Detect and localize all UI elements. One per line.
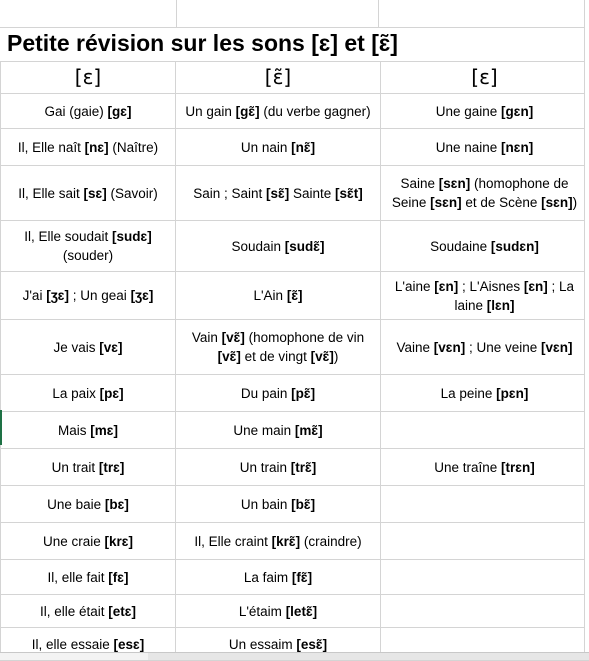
phonetic-transcription: [gɛn]: [501, 103, 534, 119]
cell-text: L'Ain: [253, 288, 287, 303]
phonetic-transcription: [sɛn]: [438, 176, 471, 191]
table-cell[interactable]: [381, 320, 589, 375]
phonetic-transcription: [sɛ]: [83, 185, 107, 201]
sounds-table: [0, 61, 589, 661]
header-cell-epsilon-n[interactable]: [ɛ]: [381, 62, 589, 94]
cell-text: Soudaine: [430, 238, 491, 254]
cell-text: Il, Elle craint: [194, 533, 272, 549]
phonetic-transcription: [fɛ̃]: [291, 569, 313, 585]
phonetic-transcription: [ɛ̃]: [286, 288, 303, 303]
table-cell[interactable]: [176, 375, 381, 412]
phonetic-transcription: [bɛ̃]: [291, 496, 316, 512]
cell-text: ; Une veine: [465, 339, 542, 355]
phonetic-transcription: [sɛ̃t]: [335, 185, 363, 201]
cell-text: ; L'Aisnes: [458, 278, 524, 294]
phonetic-transcription: [trɛ]: [98, 459, 125, 475]
phonetic-transcription: [ʒɛ]: [46, 288, 70, 303]
cell-text: Mais: [58, 422, 91, 438]
cell-text: ): [572, 195, 578, 210]
table-row: [1, 486, 589, 523]
cell-text: Gai (gaie): [44, 103, 108, 119]
table-cell[interactable]: [381, 166, 589, 221]
phonetic-transcription: [esɛ]: [113, 636, 145, 652]
cell-text: (craindre): [300, 533, 362, 549]
cell-text: Saine: [400, 176, 439, 191]
cell-text: Sainte: [289, 185, 336, 201]
table-cell[interactable]: [1, 375, 176, 412]
phonetic-transcription: [nɛn]: [501, 139, 534, 155]
phonetic-transcription: [nɛ]: [84, 139, 109, 155]
cell-text: Un trait: [51, 459, 99, 475]
phonetic-transcription: [sɛn]: [430, 195, 462, 210]
phonetic-transcription: [fɛ]: [108, 569, 129, 585]
table-row: [1, 129, 589, 166]
cell-text: L'aine: [394, 278, 435, 294]
phonetic-transcription: [bɛ]: [104, 496, 129, 512]
table-cell[interactable]: [176, 486, 381, 523]
table-row: [1, 320, 589, 375]
cell-text: L'étaim: [238, 603, 286, 619]
header-cell-epsilon[interactable]: [ɛ]: [1, 62, 176, 94]
cell-text: Une baie: [47, 496, 105, 512]
phonetic-transcription: [pɛn]: [496, 385, 529, 401]
table-row: [1, 449, 589, 486]
phonetic-transcription: [lɛn]: [486, 297, 515, 313]
cell-text: (souder): [62, 248, 114, 263]
cell-text: Il, Elle naît: [17, 139, 85, 155]
cell-text: Une craie: [43, 533, 105, 549]
phonetic-transcription: [sudɛn]: [490, 238, 539, 254]
cell-text: Vaine: [396, 339, 434, 355]
table-row: [1, 166, 589, 221]
table-cell[interactable]: [1, 412, 176, 449]
phonetic-transcription: [trɛ̃]: [290, 459, 317, 475]
table-cell[interactable]: [176, 523, 381, 560]
phonetic-transcription: [vɛn]: [433, 339, 466, 355]
cell-text: Il, elle fait: [47, 569, 109, 585]
phonetic-transcription: [trɛn]: [501, 459, 535, 475]
cell-text: Un nain: [240, 139, 292, 155]
phonetic-transcription: [mɛ]: [90, 422, 118, 438]
table-cell[interactable]: [176, 595, 381, 628]
page-title: Petite révision sur les sons [ɛ] et [ɛ̃]: [7, 30, 398, 56]
table-cell[interactable]: [1, 449, 176, 486]
phonetic-transcription: [gɛ̃]: [235, 103, 260, 119]
cell-text: (homophone de Seine: [391, 176, 569, 210]
table-row: [1, 560, 589, 595]
table-cell[interactable]: [1, 166, 176, 221]
cell-text: Soudain: [231, 238, 285, 254]
phonetic-transcription: [esɛ̃]: [296, 636, 328, 652]
cell-text: (du verbe gagner): [259, 103, 371, 119]
cell-text: Je vais: [53, 339, 100, 355]
table-row: [1, 412, 589, 449]
cell-text: (homophone de vin: [244, 330, 365, 345]
table-cell[interactable]: [176, 560, 381, 595]
cell-text: Une traîne: [434, 459, 502, 475]
phonetic-transcription: [letɛ̃]: [285, 603, 318, 619]
phonetic-transcription: [mɛ̃]: [294, 422, 323, 438]
cell-text: Il, elle essaie: [31, 636, 114, 652]
table-cell[interactable]: [381, 449, 589, 486]
cell-text: J'ai: [22, 288, 47, 303]
cell-text: et de Scène: [461, 195, 542, 210]
phonetic-transcription: [ɛn]: [523, 278, 548, 294]
table-cell[interactable]: [1, 221, 176, 272]
cell-text: La faim: [243, 569, 292, 585]
cell-text: Il, Elle sait: [18, 185, 84, 201]
table-cell[interactable]: [381, 221, 589, 272]
row-selection-indicator: [0, 410, 2, 445]
phonetic-transcription: [sudɛ̃]: [284, 238, 325, 254]
cell-text: ; La laine: [454, 278, 575, 313]
cell-text: (Savoir): [106, 185, 158, 201]
cell-text: Une naine: [435, 139, 502, 155]
header-row: [1, 62, 589, 94]
table-row: [1, 523, 589, 560]
table-cell[interactable]: [381, 129, 589, 166]
table-cell[interactable]: [176, 412, 381, 449]
table-cell[interactable]: [176, 94, 381, 129]
phonetic-transcription: [krɛ̃]: [271, 533, 301, 549]
phonetic-transcription: [ʒɛ]: [130, 288, 154, 303]
table-cell[interactable]: [381, 412, 589, 449]
table-cell[interactable]: [381, 486, 589, 523]
table-cell[interactable]: [176, 449, 381, 486]
phonetic-transcription: [vɛn]: [541, 339, 573, 355]
cell-text: Un train: [239, 459, 291, 475]
table-cell[interactable]: [381, 375, 589, 412]
table-cell[interactable]: [381, 560, 589, 595]
table-cell[interactable]: [1, 595, 176, 628]
cell-text: Une gaine: [435, 103, 502, 119]
phonetic-transcription: [etɛ]: [108, 603, 136, 619]
table-cell[interactable]: [1, 272, 176, 320]
phonetic-transcription: [vɛ̃]: [310, 349, 334, 364]
cell-text: Du pain: [240, 385, 292, 401]
cell-text: Il, Elle soudait: [24, 229, 113, 244]
table-cell[interactable]: [176, 129, 381, 166]
table-cell[interactable]: [176, 166, 381, 221]
header-cell-epsilon-nasal[interactable]: [ɛ̃]: [176, 62, 381, 94]
phonetic-transcription: [pɛ̃]: [291, 385, 316, 401]
cell-text: Un bain: [240, 496, 292, 512]
table-cell[interactable]: [176, 221, 381, 272]
table-row: [1, 272, 589, 320]
table-cell[interactable]: [1, 94, 176, 129]
table-cell[interactable]: [1, 129, 176, 166]
table-cell[interactable]: [381, 94, 589, 129]
cell-text: et de vingt: [240, 349, 311, 364]
table-row: [1, 595, 589, 628]
cell-text: (Naître): [108, 139, 159, 155]
cell-text: Un gain: [185, 103, 236, 119]
column-divider: [378, 0, 379, 27]
table-cell[interactable]: [1, 523, 176, 560]
cell-text: La paix: [52, 385, 100, 401]
table-cell[interactable]: [381, 523, 589, 560]
table-row: [1, 94, 589, 129]
table-row: [1, 221, 589, 272]
cell-text: Une main: [233, 422, 295, 438]
cell-text: Il, elle était: [39, 603, 109, 619]
next-column-edge: [584, 0, 589, 652]
table-cell[interactable]: [176, 272, 381, 320]
phonetic-transcription: [gɛ]: [107, 103, 132, 119]
table-cell[interactable]: [1, 320, 176, 375]
phonetic-transcription: [nɛ̃]: [291, 139, 316, 155]
cell-text: ): [333, 349, 339, 364]
column-divider: [176, 0, 177, 27]
cell-text: La peine: [440, 385, 497, 401]
cell-text: Vain: [191, 330, 222, 345]
phonetic-transcription: [sɛ̃]: [266, 185, 290, 201]
table-cell[interactable]: [1, 486, 176, 523]
phonetic-transcription: [vɛ]: [99, 339, 123, 355]
cell-text: ; Un geai: [69, 288, 131, 303]
phonetic-transcription: [vɛ̃]: [221, 330, 245, 345]
phonetic-transcription: [vɛ̃]: [217, 349, 241, 364]
previous-row-strip: [0, 0, 589, 28]
table-row: [1, 375, 589, 412]
table-cell[interactable]: [381, 272, 589, 320]
title-row[interactable]: [0, 27, 589, 62]
phonetic-transcription: [ɛn]: [434, 278, 459, 294]
phonetic-transcription: [krɛ]: [104, 533, 133, 549]
phonetic-transcription: [sudɛ]: [112, 229, 152, 244]
phonetic-transcription: [sɛn]: [541, 195, 573, 210]
cell-text: Sain ; Saint: [193, 185, 267, 201]
table-cell[interactable]: [176, 320, 381, 375]
phonetic-transcription: [pɛ]: [99, 385, 124, 401]
cell-text: Un essaim: [228, 636, 297, 652]
table-cell[interactable]: [381, 595, 589, 628]
table-cell[interactable]: [1, 560, 176, 595]
